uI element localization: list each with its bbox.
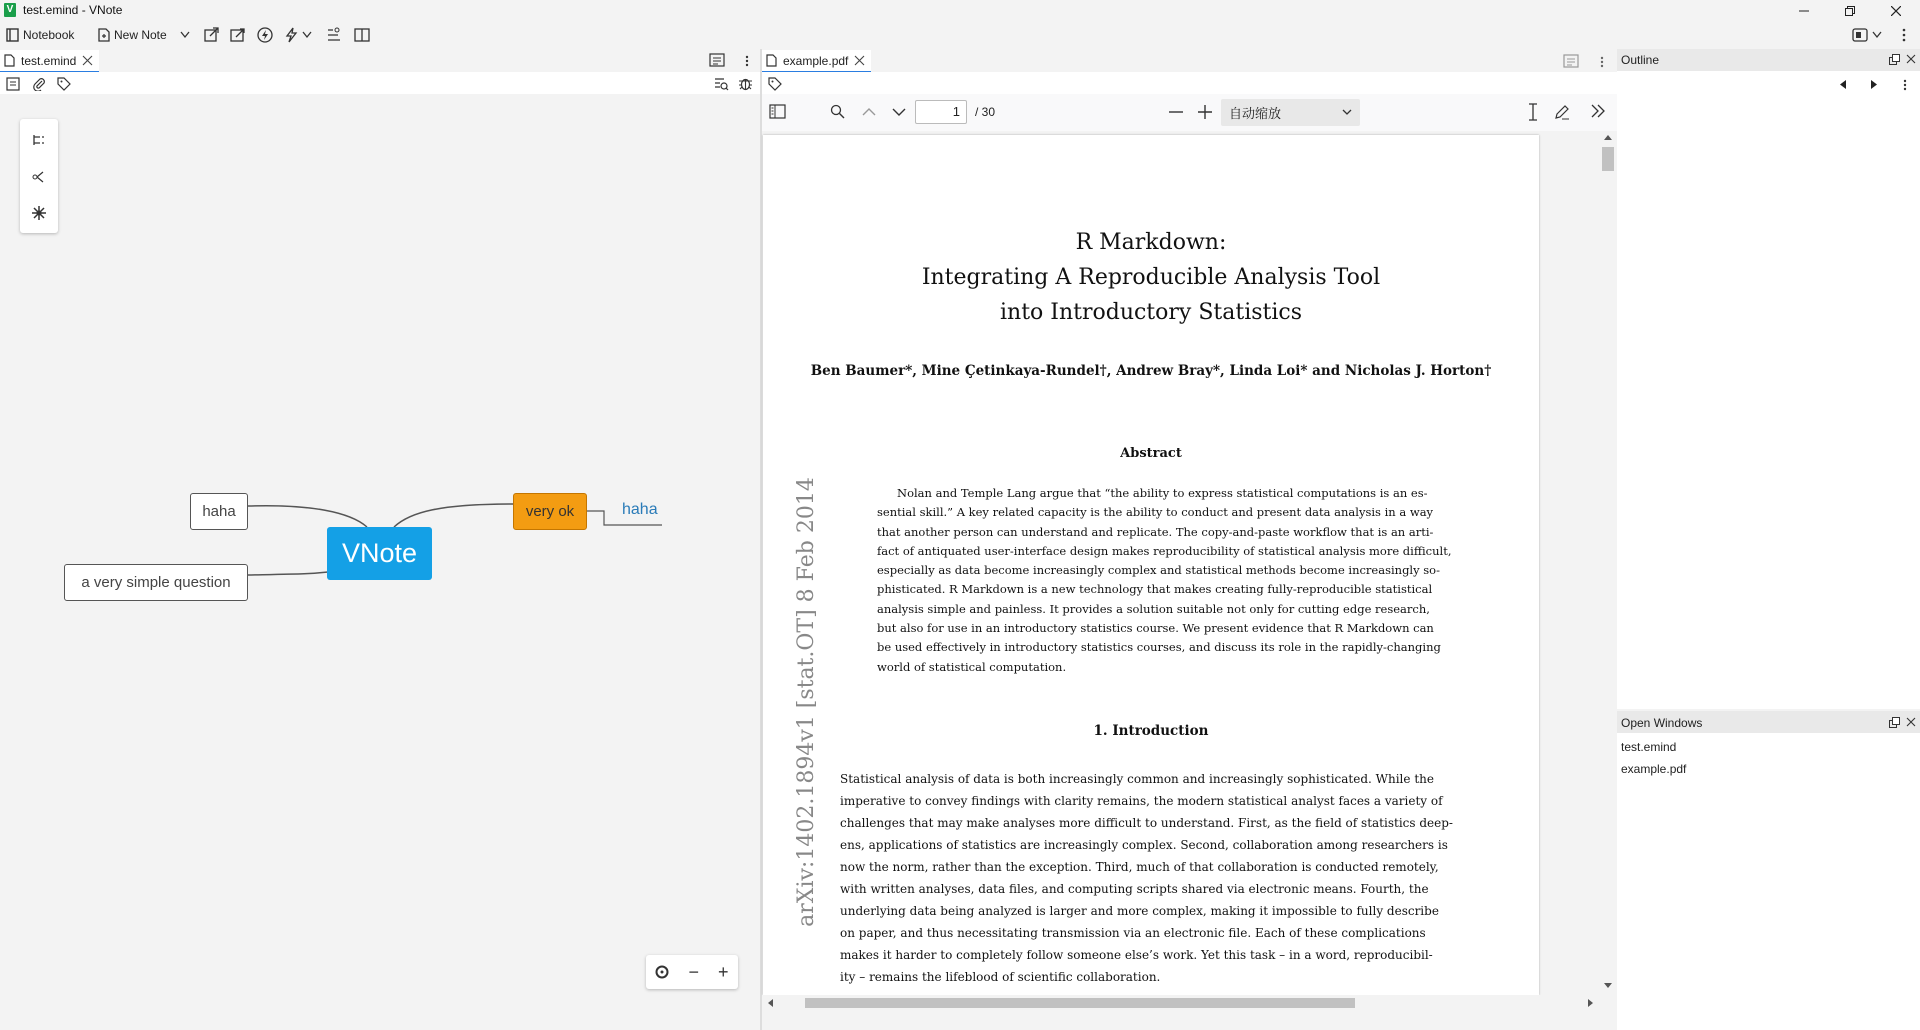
sidebar-icon: [769, 104, 786, 119]
mindmap-connectors: [0, 94, 760, 794]
more-vertical-icon: [1903, 79, 1907, 91]
draw-tool-button[interactable]: [1554, 104, 1570, 120]
abstract-line: phisticated. R Markdown is a new technology that makes creating fully-reproducible statistical: [877, 582, 1433, 597]
main-more-button[interactable]: [1902, 25, 1906, 45]
chevron-down-icon: [302, 31, 312, 39]
title-bar: [0, 0, 1920, 21]
page-number-input[interactable]: 1: [915, 100, 967, 124]
outline-next-button[interactable]: [1870, 80, 1878, 89]
layout-button[interactable]: [1852, 25, 1882, 45]
intro-line: on paper, and thus necessitating transmission via an electronic file. Each of these complications: [840, 926, 1426, 940]
flash-note-dropdown[interactable]: [302, 25, 312, 45]
mindmap-side-toolbox: [20, 119, 58, 233]
double-chevron-right-icon: [1590, 104, 1606, 118]
paper-title-line: into Introductory Statistics: [999, 300, 1303, 325]
page-count: / 30: [975, 105, 996, 119]
plus-icon: [1198, 105, 1212, 119]
intro-line: with written analyses, data files, and computing scripts shared via electronic means. Fourth, the: [840, 882, 1429, 896]
pen-icon: [1554, 104, 1570, 120]
intro-line: imperative to convey findings with clarity remains, the modern statistical analyst faces a variety of: [840, 794, 1443, 808]
export-button[interactable]: [230, 25, 246, 45]
chevron-down-icon: [1872, 31, 1882, 39]
abstract-body: [877, 484, 1452, 677]
mindmap-node-haha-right[interactable]: haha: [622, 501, 658, 518]
notebook-icon: [6, 28, 19, 42]
open-windows-title: Open Windows: [1621, 716, 1703, 730]
find-button[interactable]: [714, 77, 729, 91]
scroll-right-icon[interactable]: [1588, 999, 1594, 1007]
outline-close-button[interactable]: [1906, 54, 1916, 64]
abstract-line: sential skill.” A key related capacity is the ability to conduct and present data analysis in a way: [877, 505, 1434, 520]
abstract-line: be used effectively in introductory statistics courses, and discuss its role in the rapidly-changing: [877, 640, 1441, 655]
text-cursor-icon: [1528, 103, 1538, 121]
notebook-button[interactable]: [6, 25, 74, 45]
pdf-zoom-in-button[interactable]: [1198, 105, 1212, 119]
triangle-left-icon: [1839, 80, 1847, 89]
intro-line: ity – remains the lifeblood of scientific collaboration.: [840, 970, 1161, 984]
tab-list-button[interactable]: [1563, 54, 1579, 68]
notebook-label: Notebook: [23, 28, 75, 42]
scroll-up-icon[interactable]: [1604, 134, 1612, 140]
left-tab-bar: [0, 49, 760, 71]
intro-body: [840, 768, 1474, 988]
app-logo-icon: V: [4, 3, 16, 17]
new-note-label: New Note: [114, 28, 167, 42]
left-tab-more-button[interactable]: [745, 55, 749, 67]
scroll-left-icon[interactable]: [767, 999, 773, 1007]
save-icon: [6, 77, 20, 91]
mindmap-node-very-ok[interactable]: very ok: [513, 493, 587, 530]
close-tab-icon[interactable]: [82, 55, 93, 66]
scroll-down-icon[interactable]: [1604, 983, 1612, 989]
close-window-button[interactable]: [1873, 0, 1919, 21]
import-icon: [204, 27, 220, 43]
pdf-horizontal-scrollbar[interactable]: [762, 995, 1599, 1011]
maximize-button[interactable]: [1827, 0, 1873, 21]
vertical-scroll-thumb[interactable]: [1602, 147, 1614, 171]
chevron-down-icon: [180, 31, 190, 39]
paper-title-line: Integrating A Reproducible Analysis Tool: [921, 265, 1381, 290]
left-sub-toolbar: [0, 72, 760, 94]
zoom-select-value: 自动缩放: [1229, 106, 1282, 121]
pdf-toolbar: [762, 94, 1617, 132]
window-title: test.emind - VNote: [23, 3, 123, 17]
tab-list-icon: [1563, 54, 1579, 68]
file-icon: [4, 54, 15, 67]
tab-example-pdf[interactable]: [762, 50, 871, 73]
paperclip-icon: [32, 77, 46, 91]
tab-list-icon: [709, 53, 725, 67]
arxiv-stamp: arXiv:1402.1894v1 [stat.OT] 8 Feb 2014: [794, 477, 819, 927]
tab-label: example.pdf: [783, 53, 849, 68]
lightning-icon: [284, 27, 298, 43]
abstract-line: world of statistical computation.: [877, 659, 1067, 674]
structure-icon[interactable]: [32, 170, 46, 184]
float-icon: [1889, 54, 1900, 65]
flash-note-button[interactable]: [284, 25, 298, 45]
next-page-button[interactable]: [892, 108, 906, 117]
open-windows-close-button[interactable]: [1906, 717, 1916, 727]
tab-list-button[interactable]: [709, 53, 725, 67]
attachment-button[interactable]: [32, 77, 46, 91]
float-icon: [1889, 717, 1900, 728]
bug-icon: [738, 76, 753, 91]
mindmap-node-question[interactable]: a very simple question: [64, 564, 248, 601]
pdf-vertical-scrollbar[interactable]: [1599, 131, 1617, 995]
abstract-line: that another person can understand and replicate. The copy-and-paste workflow that is an arti-: [877, 524, 1434, 539]
mindmap-root-node[interactable]: VNote: [327, 527, 432, 580]
open-window-item[interactable]: example.pdf: [1621, 762, 1687, 776]
abstract-line: especially as data become increasingly complex and statistical methods become increasingly so-: [877, 563, 1440, 578]
intro-line: underlying data being analyzed is larger and more complex, making it impossible to fully describe: [840, 904, 1439, 918]
previous-page-button[interactable]: [862, 107, 876, 116]
more-vertical-icon: [745, 55, 749, 67]
chevron-down-icon: [1342, 109, 1352, 116]
sidebar-toggle-button[interactable]: [769, 104, 786, 119]
pdf-search-button[interactable]: [830, 104, 845, 119]
theme-icon[interactable]: [31, 205, 47, 221]
new-note-dropdown[interactable]: [180, 25, 190, 45]
paper-title-line: R Markdown:: [1075, 230, 1227, 255]
intro-line: ens, applications of statistics are increasingly complex. Second, collaboration among researchers is: [840, 838, 1448, 852]
tab-test-emind[interactable]: [0, 50, 99, 73]
chevron-up-icon: [862, 107, 876, 116]
search-icon: [830, 104, 845, 119]
find-icon: [714, 77, 729, 91]
outline-float-button[interactable]: [1889, 54, 1900, 65]
chevron-down-icon: [892, 108, 906, 117]
zoom-select[interactable]: [1221, 99, 1360, 126]
abstract-line: fact of antiquated user-interface design makes reproducibility of statistical analysis more difficult,: [877, 543, 1452, 558]
paper-authors: Ben Baumer*, Mine Çetinkaya-Rundel†, Andrew Bray*, Linda Loi* and Nicholas J. Horton†: [810, 363, 1492, 379]
minus-icon: [1169, 111, 1183, 113]
intro-line: Statistical analysis of data is both increasingly common and increasingly sophisticated. While the: [840, 772, 1434, 786]
right-sub-toolbar: [762, 72, 1617, 94]
minimize-icon: [1799, 6, 1809, 16]
restore-icon: [1845, 6, 1855, 16]
text-select-tool-button[interactable]: [1528, 103, 1538, 121]
more-vertical-icon: [1902, 28, 1906, 42]
zoom-in-button[interactable]: +: [717, 961, 729, 982]
close-icon: [1906, 54, 1916, 64]
outline-more-button[interactable]: [1903, 79, 1907, 91]
right-tab-more-button[interactable]: [1600, 56, 1604, 68]
open-windows-panel-body: [1617, 733, 1920, 1030]
layout-icon: [1852, 28, 1868, 42]
pdf-zoom-out-button[interactable]: [1169, 111, 1183, 113]
minimize-button[interactable]: [1781, 0, 1827, 21]
task-icon: [326, 27, 342, 43]
paper-title: [763, 225, 1539, 330]
lightning-circle-icon: [257, 27, 273, 43]
reading-mode-button[interactable]: [354, 25, 370, 45]
export-icon: [230, 27, 246, 43]
abstract-line: analysis simple and painless. It provides a solution suitable not only for cutting edge research,: [877, 601, 1430, 616]
abstract-line: Nolan and Temple Lang argue that “the ability to express statistical computations is an es-: [897, 486, 1428, 500]
intro-line: makes it harder to completely follow someone else’s work. Yet this task – in a word, reproducibil-: [840, 948, 1433, 962]
right-tab-bar: [762, 49, 1617, 71]
abstract-line: but also for use in an introductory statistics course. We present evidence that R Markdown can: [877, 621, 1434, 636]
import-button[interactable]: [204, 25, 220, 45]
new-note-icon: [98, 28, 110, 42]
quick-access-button[interactable]: [257, 25, 273, 45]
tag-icon: [768, 77, 782, 91]
layout-right-icon[interactable]: [32, 133, 46, 147]
close-tab-icon[interactable]: [854, 55, 865, 66]
outline-panel-header: [1617, 49, 1920, 71]
more-vertical-icon: [1600, 56, 1604, 68]
horizontal-scroll-thumb[interactable]: [805, 998, 1355, 1008]
outline-prev-button[interactable]: [1839, 80, 1847, 89]
triangle-right-icon: [1870, 80, 1878, 89]
task-button[interactable]: [326, 25, 342, 45]
save-button[interactable]: [6, 77, 20, 91]
outline-panel-body: [1617, 71, 1920, 709]
tag-button[interactable]: [768, 77, 782, 91]
outline-title: Outline: [1621, 53, 1660, 67]
tag-icon: [57, 77, 71, 91]
intro-heading: 1. Introduction: [1093, 723, 1209, 739]
new-note-button[interactable]: [98, 25, 167, 45]
mindmap-zoom-controls: [646, 955, 738, 989]
abstract-heading: Abstract: [1120, 446, 1182, 461]
reset-zoom-icon[interactable]: [655, 965, 669, 979]
zoom-out-button[interactable]: −: [688, 961, 699, 982]
book-icon: [354, 27, 370, 43]
pdf-page: [763, 135, 1539, 995]
close-icon: [1906, 717, 1916, 727]
file-icon: [766, 54, 777, 67]
open-windows-float-button[interactable]: [1889, 717, 1900, 728]
mindmap-node-haha-left[interactable]: haha: [190, 493, 248, 530]
tag-button[interactable]: [57, 77, 71, 91]
pdf-more-tools-button[interactable]: [1590, 104, 1606, 118]
tab-label: test.emind: [21, 53, 77, 68]
intro-line: challenges that may make analyses more difficult to understand. First, as the field of statistics deep-: [840, 816, 1453, 830]
close-icon: [1891, 6, 1901, 16]
open-window-item[interactable]: test.emind: [1621, 740, 1677, 754]
debug-button[interactable]: [738, 76, 753, 91]
intro-line: now the norm, rather than the exception. Third, much of that collaboration is conducted remotely,: [840, 860, 1439, 874]
